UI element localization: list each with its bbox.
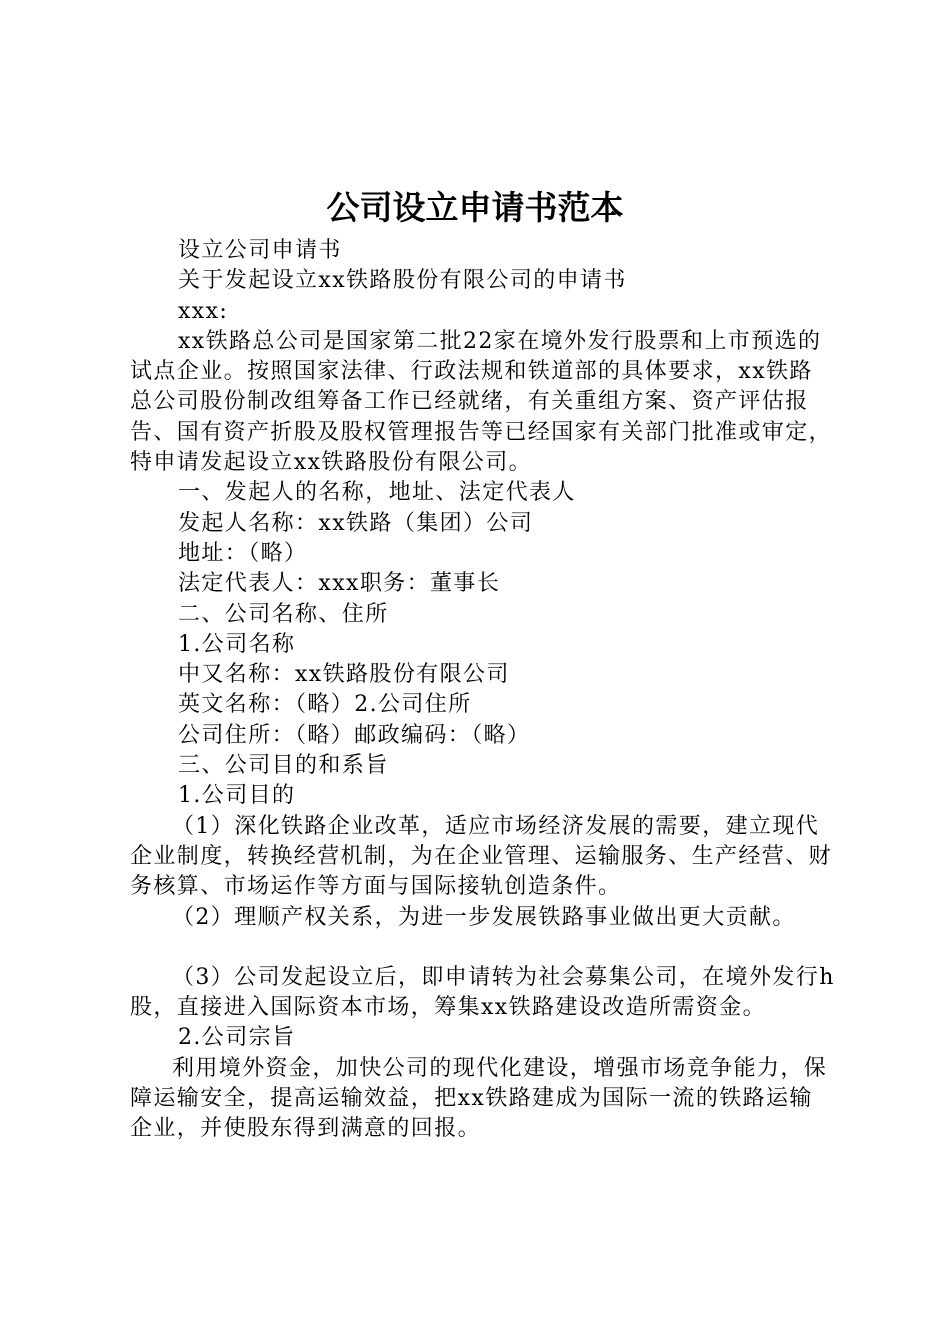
section-heading-promoter: 一、发起人的名称，地址、法定代表人	[178, 480, 576, 506]
document-title: 公司设立申请书范本	[326, 188, 624, 227]
paragraph-addressee: xxx:	[178, 298, 229, 324]
subheading-purpose: 1.公司目的	[178, 783, 296, 809]
subheading-company-name: 1.公司名称	[178, 631, 296, 657]
paragraph-application-subject: 关于发起设立xx铁路股份有限公司的申请书	[178, 268, 627, 294]
paragraph-purpose-1: （1）深化铁路企业改革，适应市场经济发展的需要，建立现代企业制度，转换经营机制，为在企业管理、运输服务、生产经营、财务核算、市场运作等方面与国际接轨创造条件。	[130, 813, 833, 900]
paragraph-address: 地址：（略）	[178, 540, 308, 566]
paragraph-promoter-name: 发起人名称：xx铁路（集团）公司	[178, 510, 534, 536]
paragraph-english-name: 英文名称：（略）2.公司住所	[178, 692, 472, 718]
paragraph-chinese-name: 中又名称：xx铁路股份有限公司	[178, 662, 510, 688]
paragraph-purpose-2: （2）理顺产权关系，为进一步发展铁路事业做出更大贡献。	[172, 904, 796, 930]
paragraph-tenet: 利用境外资金，加快公司的现代化建设，增强市场竞争能力，保障运输安全，提高运输效益，把xx铁路建成为国际一流的铁路运输企业，并使股东得到满意的回报。	[130, 1055, 828, 1142]
subheading-tenet: 2.公司宗旨	[178, 1025, 296, 1051]
paragraph-company-address: 公司住所：（略）邮政编码：（略）	[178, 722, 531, 748]
section-heading-purpose: 三、公司目的和系旨	[178, 753, 389, 779]
paragraph-application-heading: 设立公司申请书	[178, 238, 342, 263]
paragraph-purpose-3: （3）公司发起设立后，即申请转为社会募集公司，在境外发行h股，直接进入国际资本市场，筹集xx铁路建设改造所需资金。	[130, 964, 835, 1021]
paragraph-intro: xx铁路总公司是国家第二批22家在境外发行股票和上市预选的试点企业。按照国家法律、行政法规和铁道部的具体要求，xx铁路总公司股份制改组筹备工作已经就绪，有关重组方案、资产评估报告、国有资产折股及股权管理报告等已经国家有关部门批准或审定，特申请发起设立xx铁路股份有限公司。	[130, 328, 833, 476]
paragraph-legal-representative: 法定代表人：xxx职务：董事长	[178, 571, 501, 597]
section-heading-company-name: 二、公司名称、住所	[178, 601, 389, 627]
blank-line	[130, 933, 835, 963]
document-body	[130, 236, 835, 1145]
